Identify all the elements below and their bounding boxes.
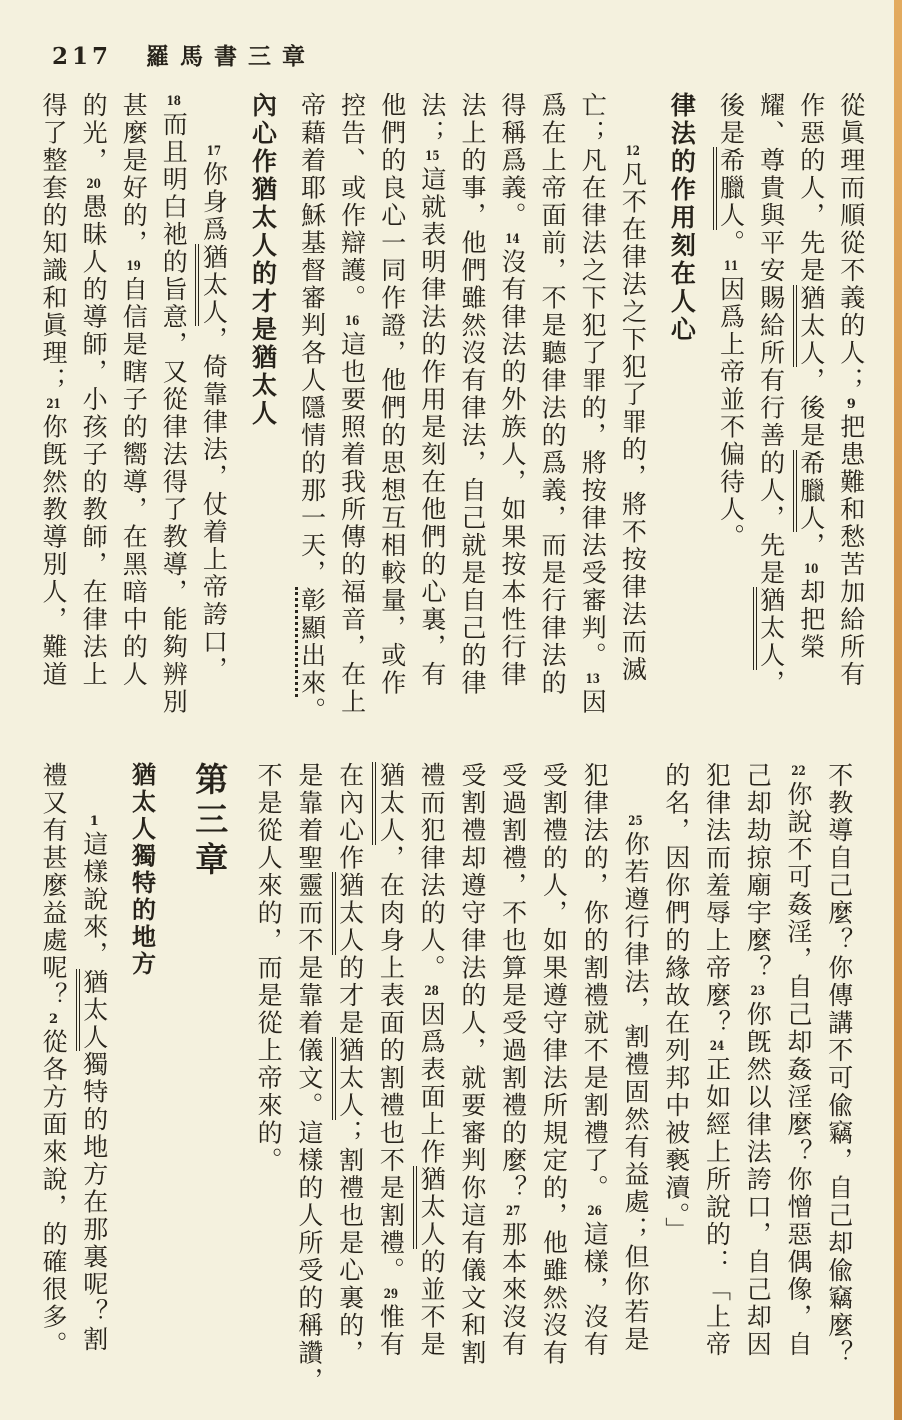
text-column — [36, 92, 66, 740]
text-column — [714, 92, 744, 740]
text-column — [36, 762, 66, 1412]
text-run: 自信是瞎子的嚮導，在黑暗中的人 — [119, 276, 149, 689]
verse-number: 12 — [625, 145, 640, 158]
text-run: 禮而犯律法的人。 — [417, 762, 447, 982]
verse-number: 20 — [86, 177, 101, 191]
section-heading-column — [245, 92, 278, 740]
page-edge-strip — [894, 0, 902, 1420]
proper-name-marked-text: 希臘人 — [713, 147, 746, 230]
text-column — [455, 92, 485, 740]
text-column — [659, 762, 689, 1412]
text-run: 你說不可姦淫，自己却姦淫麼？你憎惡偶像，自 — [784, 781, 814, 1359]
text-column — [575, 92, 608, 740]
text-run: 法上的事，他們雖然沒有律法，自己就是自己的律 — [457, 92, 487, 697]
text-column — [740, 762, 773, 1412]
text-column — [615, 92, 648, 740]
text-column — [375, 92, 405, 740]
text-column — [414, 762, 447, 1412]
text-run: 受割禮的人，如果遵守律法所規定的，他雖然沒有 — [539, 762, 569, 1367]
text-column — [116, 92, 149, 740]
verse-number: 2 — [48, 1012, 59, 1026]
text-column — [822, 762, 852, 1412]
proper-name-marked-text: 希臘人 — [793, 450, 826, 533]
text-column — [618, 762, 648, 1412]
verse-number: 11 — [723, 260, 739, 273]
text-run: 甚麼是好的， — [119, 92, 149, 257]
text-column — [496, 762, 526, 1412]
page-number: 217 — [52, 43, 113, 70]
section-heading-column — [664, 92, 697, 740]
verse-number: 24 — [709, 1040, 725, 1053]
text-run: 因爲上帝並不偏待人。 — [716, 276, 746, 551]
proper-name-marked-text: 猶太人 — [195, 244, 228, 327]
text-run: 而且明白祂的旨意，又從律法得了教導，能夠辨別 — [159, 111, 189, 716]
verse-number: 15 — [425, 150, 440, 163]
text-run: 愚昧人的導師，小孩子的教師，在律法上 — [79, 193, 109, 689]
text-run: 凡不在律法之下犯了罪的，將不按律法而滅 — [618, 161, 648, 684]
text-run: 。 — [297, 697, 327, 725]
text-run: 你身爲 — [199, 161, 229, 244]
text-run: 惟有 — [376, 1303, 406, 1359]
text-run: 那本來沒有 — [498, 1221, 528, 1359]
running-header — [52, 38, 316, 71]
text-run: 他們的良心一同作證，他們的思想互相較量，或作 — [377, 92, 407, 697]
text-column — [495, 92, 528, 740]
text-run: 受過割禮，不也算是受過割禮的麼？ — [498, 762, 528, 1202]
text-run: 因爲表面上作 — [417, 1001, 447, 1166]
proper-name-marked-text: 猶太人 — [332, 1037, 365, 1120]
text-run: 禮又有甚麼益處呢？ — [39, 762, 68, 1010]
text-run: 己却劫掠廟宇麼？ — [743, 762, 773, 982]
text-run: 從眞理而順從不義的人； — [836, 92, 866, 395]
text-run: 因 — [578, 688, 608, 716]
text-run: 內心作猶太人的才是猶太人 — [248, 92, 278, 428]
verse-number: 14 — [505, 232, 520, 246]
text-section-bottom — [36, 762, 852, 1412]
text-run: 這樣說來， — [79, 831, 109, 969]
text-run: 犯律法而羞辱上帝麼？ — [702, 762, 732, 1037]
proper-name-marked-text: 猶太人 — [793, 285, 826, 368]
verse-number: 9 — [846, 397, 856, 411]
text-run: 犯律法的，你的割禮就不是割禮了。 — [580, 762, 610, 1202]
text-column — [251, 762, 284, 1412]
text-run: 控告、或作辯護。 — [337, 92, 367, 312]
text-run: 第三章 — [190, 762, 230, 882]
text-run: 這也要照着我所傳的福音，在上 — [337, 331, 367, 716]
text-run: 是靠着聖靈而不是靠着儀文。這樣的人所受的稱讚， — [294, 762, 324, 1395]
text-run: ， — [756, 669, 786, 697]
text-run: 把患難和愁苦加給所有 — [836, 413, 866, 689]
text-run: 的才是 — [335, 954, 365, 1037]
text-column — [536, 762, 569, 1412]
text-run: 法； — [417, 92, 447, 147]
text-run: ， — [796, 532, 826, 560]
verse-number: 25 — [628, 815, 643, 828]
text-run: 正如經上所說的：「上帝 — [702, 1056, 732, 1359]
verse-number: 16 — [345, 315, 360, 328]
text-column — [156, 92, 189, 740]
verse-number: 13 — [585, 672, 600, 686]
text-run: 爲在上帝面前，不是聽律法的爲義，而是行律法的 — [538, 92, 568, 697]
text-column — [373, 762, 406, 1412]
text-run: 的並不是 — [417, 1248, 447, 1359]
text-run: 這樣，沒有 — [580, 1221, 610, 1359]
text-run: ；割禮也是心裏的， — [335, 1119, 365, 1367]
text-run: 的名，因你們的緣故在列邦中被褻瀆。」 — [661, 762, 691, 1245]
text-run: 猶太人獨特的地方 — [127, 762, 156, 978]
subheading-column — [124, 762, 154, 1412]
text-run: ，在肉身上表面的割禮也不是割禮。 — [376, 844, 406, 1285]
text-run: 律法的作用刻在人心 — [667, 92, 697, 344]
verse-number: 1 — [89, 815, 99, 828]
chapter-heading-column — [184, 762, 230, 1412]
text-run: 亡；凡在律法之下犯了罪的，將按律法受審判。 — [578, 92, 608, 670]
verse-number: 27 — [506, 1205, 521, 1218]
text-run: 你旣然教導別人，難道 — [39, 413, 68, 689]
text-run: 從各方面來說，的確很多。 — [39, 1028, 68, 1359]
proper-name-marked-text: 猶太人 — [76, 969, 109, 1052]
text-column — [76, 92, 109, 740]
text-column — [333, 762, 363, 1412]
book-chapter-title: 羅馬書三章 — [146, 43, 317, 70]
text-column — [781, 762, 814, 1412]
text-column — [292, 762, 322, 1412]
text-run: 却把榮 — [796, 578, 826, 661]
text-column — [295, 92, 325, 740]
verse-number: 19 — [126, 260, 141, 273]
text-run: 受割禮却遵守律法的人，就要審判你這有儀文和割 — [457, 762, 487, 1367]
verse-number: 26 — [587, 1205, 602, 1218]
text-column — [794, 92, 824, 740]
proper-name-marked-text: 猶太人 — [372, 762, 405, 845]
verse-number: 18 — [166, 95, 181, 108]
proper-name-marked-text: 猶太人 — [413, 1166, 446, 1249]
proper-name-marked-text: 猶太人 — [332, 872, 365, 955]
text-column — [699, 762, 732, 1412]
text-column — [834, 92, 864, 740]
proper-name-marked-text: 猶太人 — [753, 587, 786, 670]
verse-number: 17 — [206, 145, 222, 158]
text-column — [196, 92, 229, 740]
text-column — [577, 762, 610, 1412]
text-run: 不教導自己麼？你傳講不可偸竊，自己却偸竊麼？ — [824, 762, 854, 1367]
verse-number: 23 — [750, 985, 765, 998]
text-run: 在內心作 — [335, 762, 365, 872]
text-run: 沒有律法的外族人，如果按本性行律 — [498, 248, 528, 689]
emphasis-dotted-text: 彰顯出來 — [295, 587, 327, 697]
text-run: 得稱爲義。 — [498, 92, 528, 230]
text-run: 這就表明律法的作用是刻在他們的心裏，有 — [417, 166, 447, 689]
verse-number: 21 — [46, 397, 61, 411]
text-column — [455, 762, 485, 1412]
text-column — [77, 762, 107, 1412]
text-run: 後是 — [716, 92, 746, 147]
verse-number: 28 — [424, 985, 439, 998]
text-run: 你旣然以律法誇口，自己却因 — [743, 1001, 773, 1359]
text-run: 獨特的地方在那裏呢？割 — [79, 1051, 109, 1354]
text-run: ，倚靠律法，仗着上帝誇口， — [199, 326, 229, 684]
verse-number: 29 — [383, 1287, 398, 1301]
text-run: 的光， — [79, 92, 109, 175]
text-run: ，後是 — [796, 367, 826, 450]
text-column — [535, 92, 568, 740]
text-run: 。 — [716, 229, 746, 257]
text-run: 你若遵行律法，割禮固然有益處；但你若是 — [620, 831, 650, 1354]
text-column — [415, 92, 445, 740]
text-run: 不是從人來的，而是從上帝來的。 — [254, 762, 284, 1175]
text-run: 耀、尊貴與平安賜給所有行善的人，先是 — [756, 92, 786, 587]
text-run: 得了整套的知識和眞理； — [39, 92, 68, 395]
verse-number: 22 — [791, 765, 806, 778]
text-column — [754, 92, 784, 740]
text-section-top — [36, 92, 864, 740]
verse-number: 10 — [804, 562, 819, 576]
text-column — [335, 92, 365, 740]
text-run: 作惡的人，先是 — [796, 92, 826, 285]
text-run: 帝藉着耶穌基督審判各人隱情的那一天， — [297, 92, 327, 587]
